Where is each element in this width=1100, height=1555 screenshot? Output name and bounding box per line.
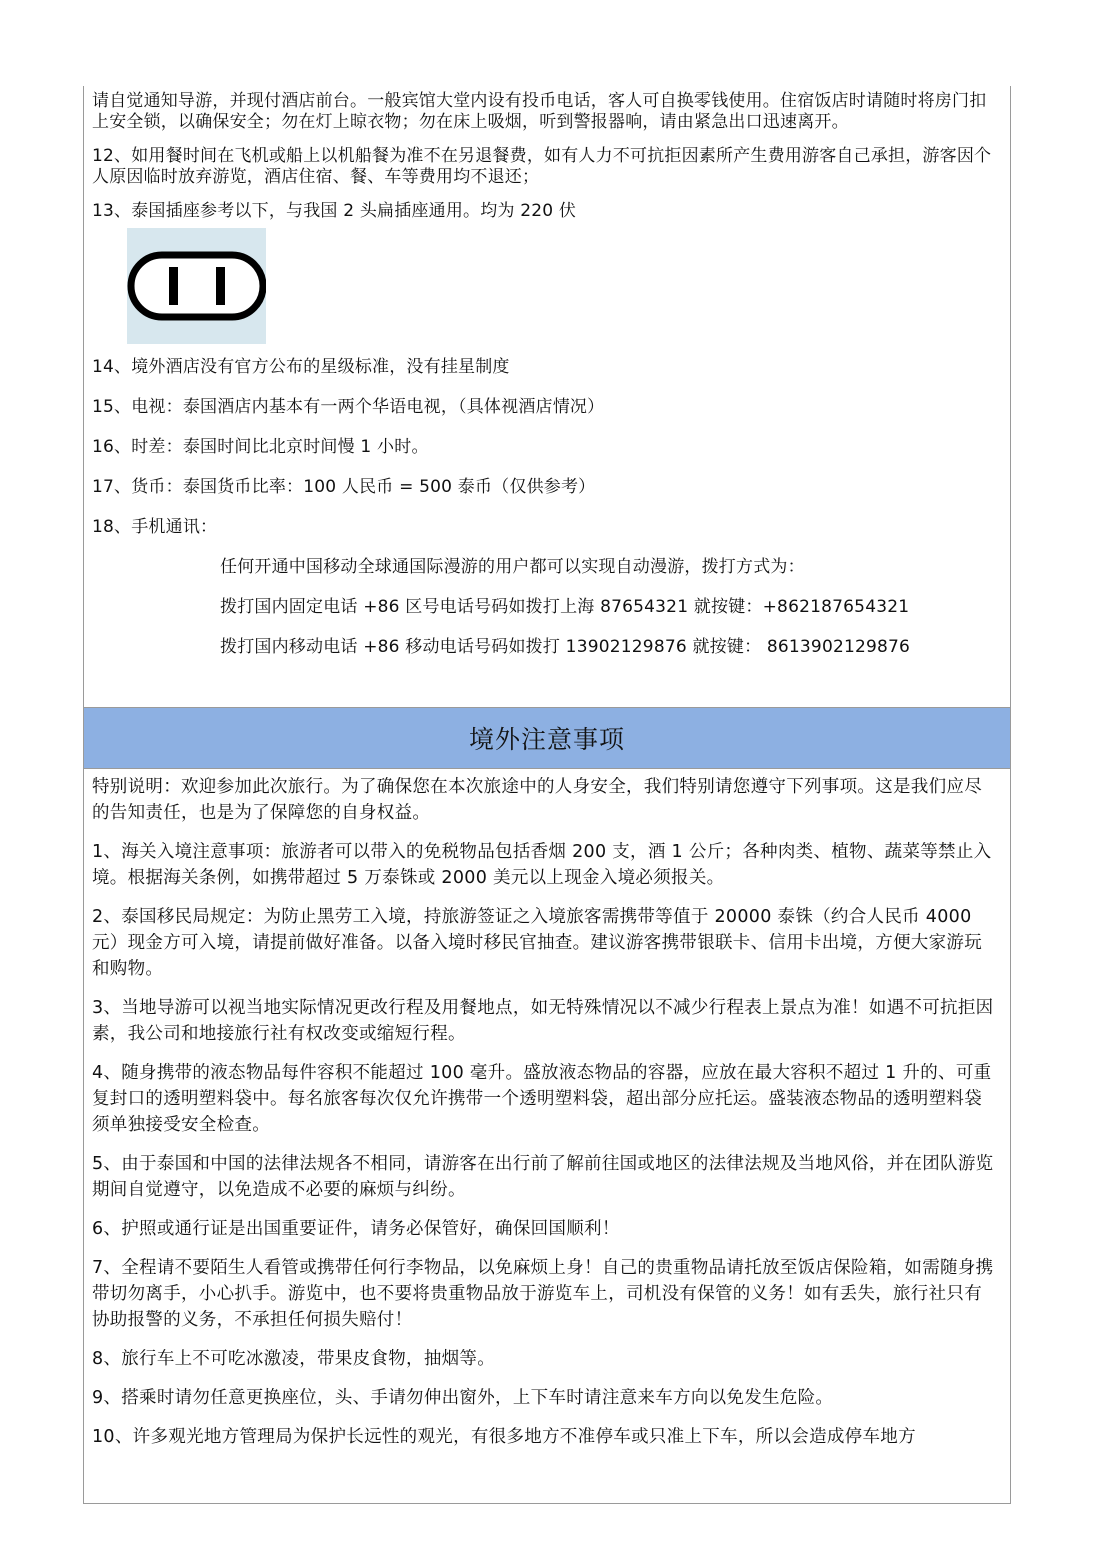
notice-10: 10、许多观光地方管理局为保护长远性的观光，有很多地方不准停车或只准上下车，所以会造成停车地方 bbox=[92, 1427, 916, 1447]
tip-14: 14、境外酒店没有官方公布的星级标准，没有挂星制度 bbox=[92, 357, 510, 377]
notice-8: 8、旅行车上不可吃冰激凌，带果皮食物，抽烟等。 bbox=[92, 1349, 496, 1369]
notice-1: 1、海关入境注意事项：旅游者可以带入的免税物品包括香烟 200 支，酒 1 公斤；各种肉类、植物、蔬菜等禁止入境。根据海关条例，如携带超过 5 万泰铢或 2000 美元以上现金入境必须报关。 bbox=[92, 842, 992, 888]
notice-intro: 特别说明：欢迎参加此次旅行。为了确保您在本次旅途中的人身安全，我们特别请您遵守下列事项。这是我们应尽的告知责任，也是为了保障您的自身权益。 bbox=[92, 777, 982, 823]
notice-4: 4、随身携带的液态物品每件容积不能超过 100 毫升。盛放液态物品的容器，应放在最大容积不超过 1 升的、可重复封口的透明塑料袋中。每名旅客每次仅允许携带一个透明塑料袋，超出部分应托运。盛装液态物品的透明塑料袋须单独接受安全检查。 bbox=[92, 1063, 992, 1135]
notice-2: 2、泰国移民局规定：为防止黑劳工入境，持旅游签证之入境旅客需携带等值于 20000 泰铢（约合人民币 4000 元）现金方可入境，请提前做好准备。以备入境时移民官抽查。建议游客携带银联卡、信用卡出境，方便大家游玩和购物。 bbox=[92, 907, 982, 979]
tip-11-continued: 请自觉通知导游，并现付酒店前台。一般宾馆大堂内设有投币电话，客人可自换零钱使用。住宿饭店时请随时将房门扣上安全锁，以确保安全；勿在灯上晾衣物；勿在床上吸烟，听到警报器响，请由紧急出口迅速离开。 bbox=[92, 91, 987, 132]
section-heading-text: 境外注意事项 bbox=[468, 725, 625, 754]
section-heading bbox=[84, 707, 1010, 769]
notice-7: 7、全程请不要陌生人看管或携带任何行李物品，以免麻烦上身！自己的贵重物品请托放至饭店保险箱，如需随身携带切勿离手，小心扒手。游览中，也不要将贵重物品放于游览车上，司机没有保管的义务！如有丢失，旅行社只有协助报警的义务，不承担任何损失赔付！ bbox=[92, 1258, 994, 1330]
tip-18: 18、手机通讯： bbox=[92, 517, 218, 537]
tip-18-roaming: 任何开通中国移动全球通国际漫游的用户都可以实现自动漫游，拨打方式为： bbox=[220, 557, 805, 577]
tip-18-landline: 拨打国内固定电话 +86 区号电话号码如拨打上海 87654321 就按键：+862187654321 bbox=[220, 597, 910, 617]
socket-image bbox=[127, 228, 266, 344]
tip-15: 15、电视：泰国酒店内基本有一两个华语电视，（具体视酒店情况） bbox=[92, 397, 605, 417]
tip-12: 12、如用餐时间在飞机或船上以机船餐为准不在另退餐费，如有人力不可抗拒因素所产生费用游客自己承担，游客因个人原因临时放弃游览，酒店住宿、餐、车等费用均不退还； bbox=[92, 146, 992, 187]
notice-3: 3、当地导游可以视当地实际情况更改行程及用餐地点，如无特殊情况以不减少行程表上景点为准！如遇不可抗拒因素，我公司和地接旅行社有权改变或缩短行程。 bbox=[92, 998, 994, 1044]
notice-9: 9、搭乘时请勿任意更换座位，头、手请勿伸出窗外，上下车时请注意来车方向以免发生危险。 bbox=[92, 1388, 834, 1408]
tip-17: 17、货币：泰国货币比率：100 人民币 = 500 泰币（仅供参考） bbox=[92, 477, 596, 497]
document-frame bbox=[83, 86, 1011, 1504]
tip-16: 16、时差：泰国时间比北京时间慢 1 小时。 bbox=[92, 437, 429, 457]
tip-18-mobile: 拨打国内移动电话 +86 移动电话号码如拨打 13902129876 就按键： 8613902129876 bbox=[220, 637, 911, 657]
notices-section bbox=[84, 774, 1010, 1450]
tip-13: 13、泰国插座参考以下，与我国 2 头扁插座通用。均为 220 伏 bbox=[92, 201, 577, 221]
tips-section bbox=[84, 86, 1010, 658]
thai-socket-icon bbox=[127, 228, 266, 344]
notice-6: 6、护照或通行证是出国重要证件，请务必保管好，确保回国顺利！ bbox=[92, 1219, 620, 1239]
notice-5: 5、由于泰国和中国的法律法规各不相同，请游客在出行前了解前往国或地区的法律法规及当地风俗，并在团队游览期间自觉遵守，以免造成不必要的麻烦与纠纷。 bbox=[92, 1154, 994, 1200]
